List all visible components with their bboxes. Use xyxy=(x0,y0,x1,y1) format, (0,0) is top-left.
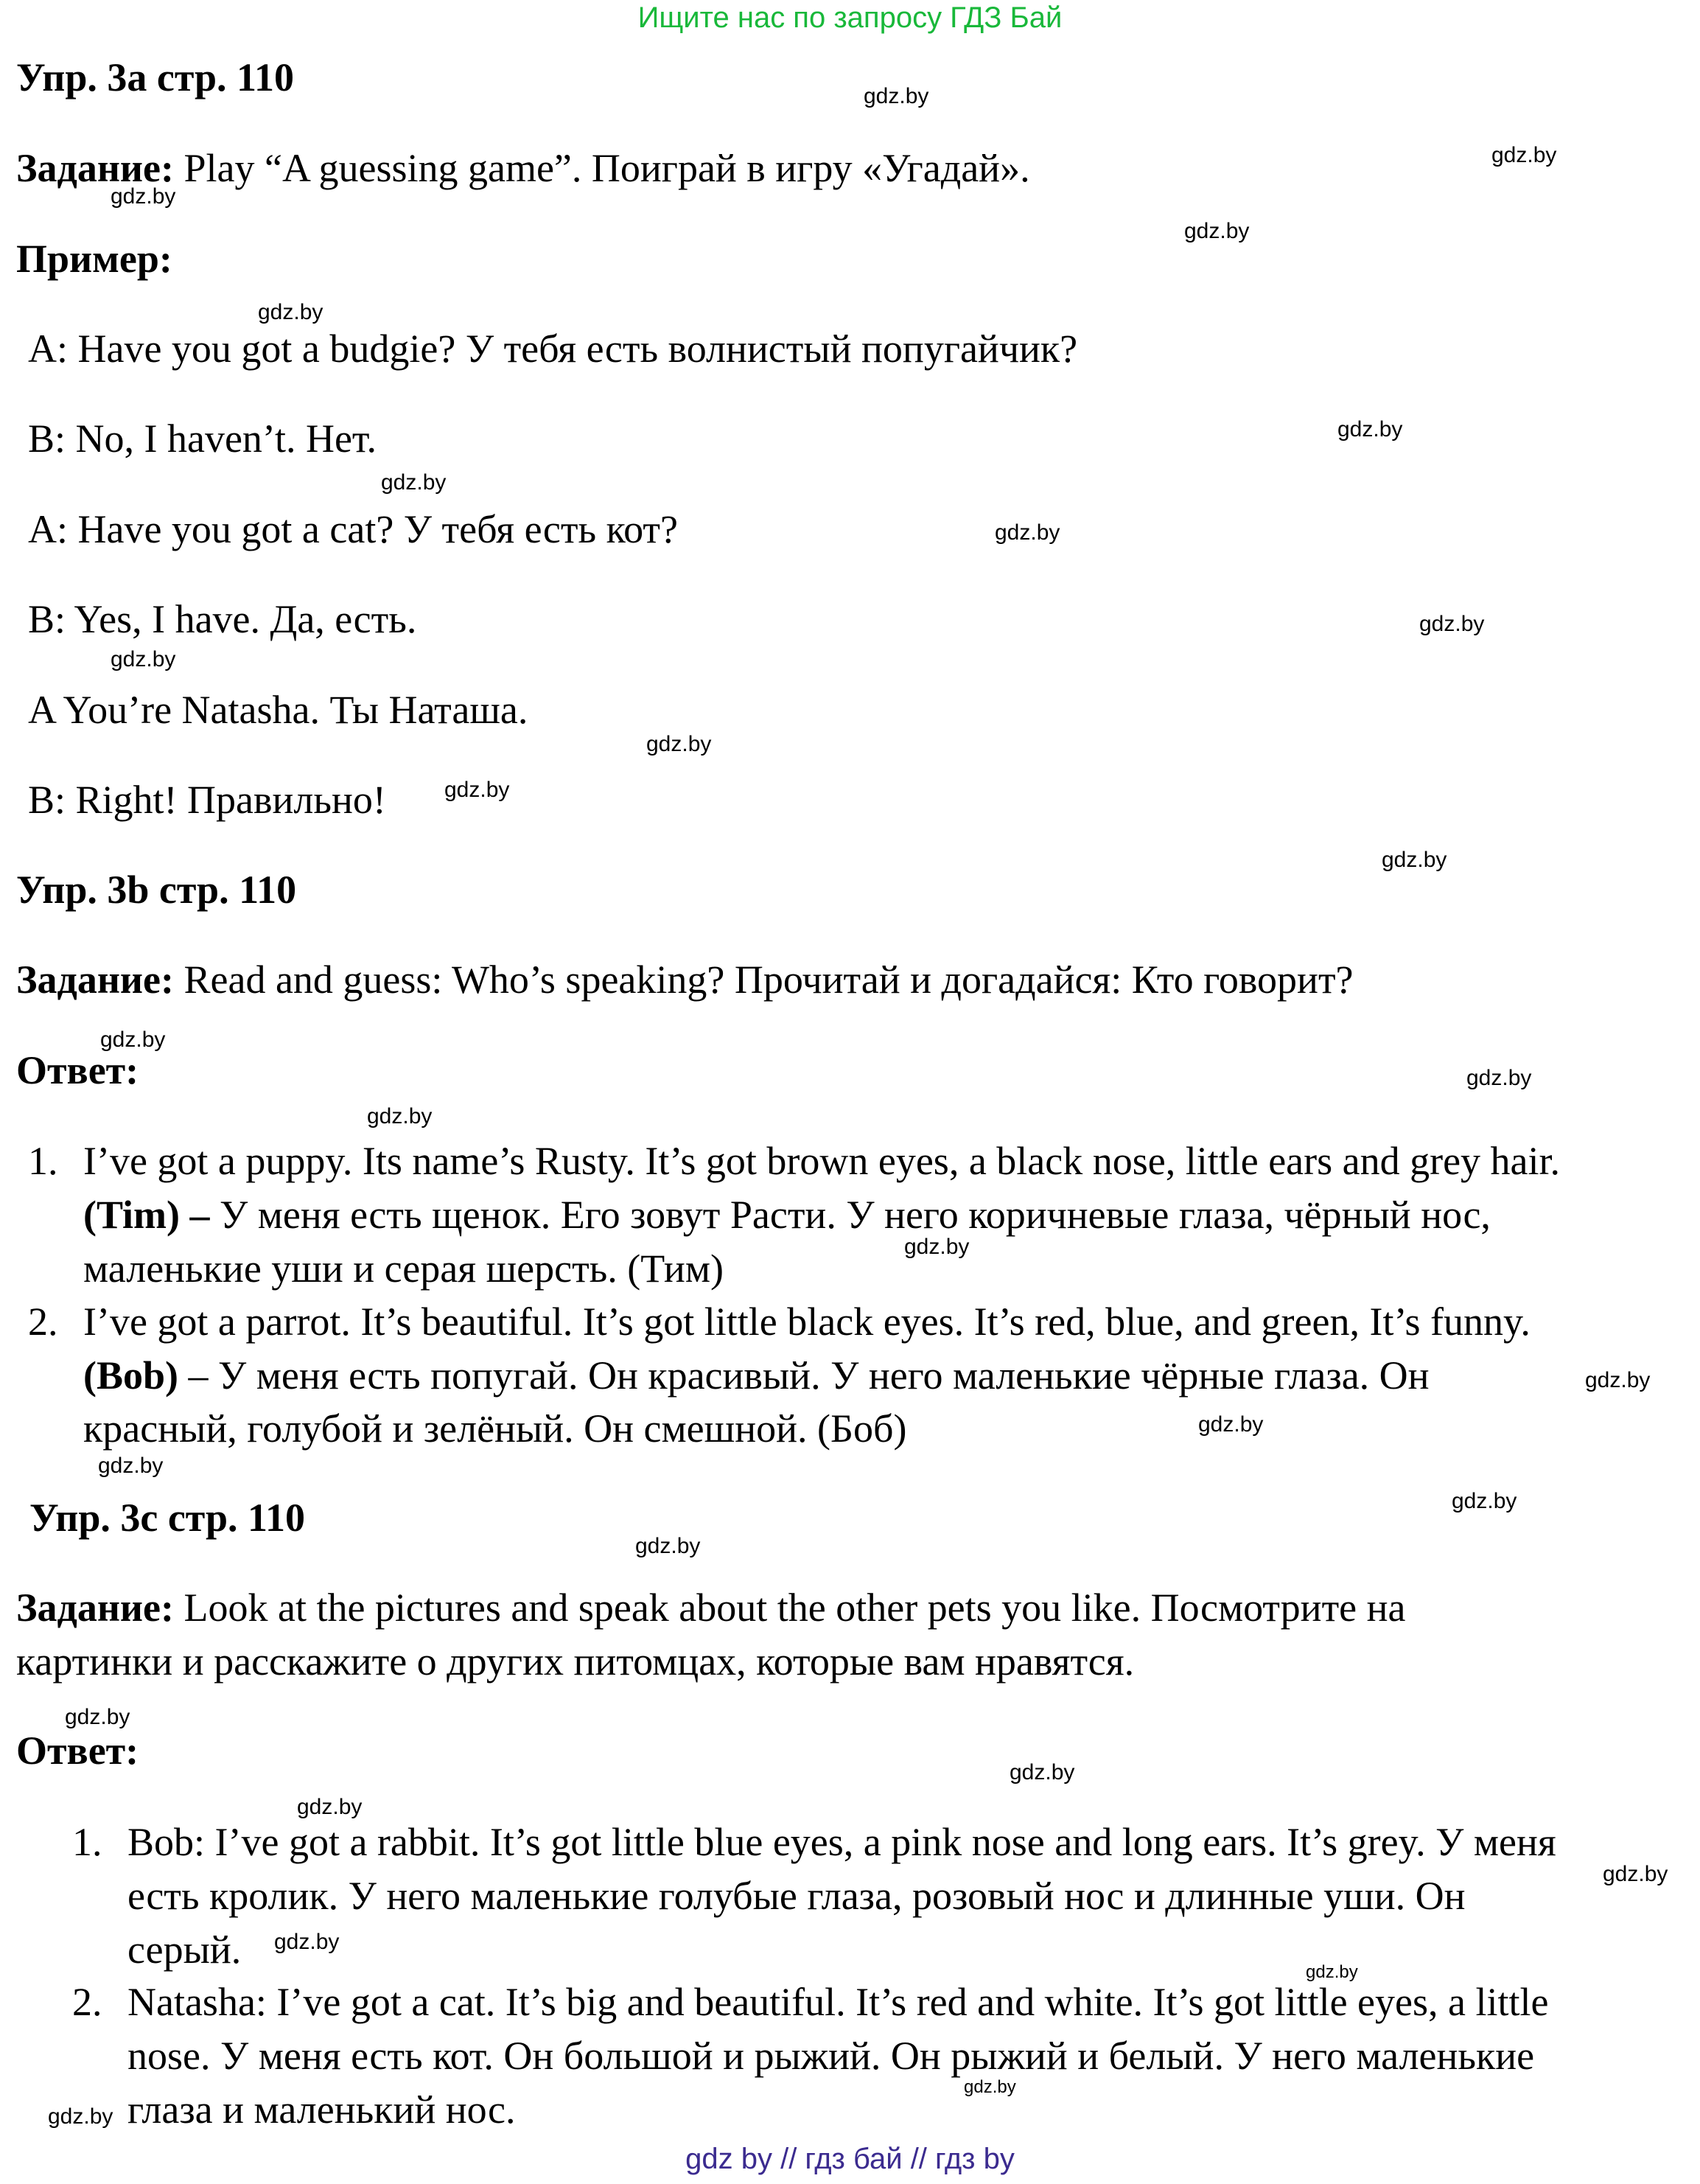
watermark: gdz.by xyxy=(98,1454,164,1478)
ex3b-item-2-translation: – У меня есть попугай. Он красивый. У него маленькие чёрные глаза. Он xyxy=(178,1353,1430,1398)
ex3c-task-text: Look at the pictures and speak about the other pets you like. Посмотрите на xyxy=(174,1585,1406,1630)
watermark: gdz.by xyxy=(111,184,176,209)
watermark: gdz.by xyxy=(1419,612,1485,636)
ex3b-item-1-number: 1. xyxy=(28,1139,58,1183)
ex3a-line-4: B: Yes, I have. Да, есть. xyxy=(28,597,417,641)
ex3a-line-5: A You’re Natasha. Ты Наташа. xyxy=(28,688,528,732)
ex3b-item-2-line-3: красный, голубой и зелёный. Он смешной. (Боб) xyxy=(83,1406,907,1451)
watermark: gdz.by xyxy=(1306,1962,1358,1982)
ex3c-item-2-line-2: nose. У меня есть кот. Он большой и рыжий. Он рыжий и белый. У него маленькие xyxy=(127,2034,1535,2078)
watermark: gdz.by xyxy=(864,84,929,108)
watermark: gdz.by xyxy=(1382,848,1447,872)
watermark: gdz.by xyxy=(100,1028,166,1052)
watermark: gdz.by xyxy=(1466,1066,1532,1090)
watermark: gdz.by xyxy=(904,1235,970,1259)
watermark: gdz.by xyxy=(111,647,176,671)
ex3b-title: Упр. 3b стр. 110 xyxy=(16,868,297,912)
ex3c-item-1-line-2: есть кролик. У него маленькие голубые глаза, розовый нос и длинные уши. Он xyxy=(127,1874,1466,1918)
watermark: gdz.by xyxy=(1491,143,1557,167)
watermark: gdz.by xyxy=(995,520,1060,545)
ex3b-task-text: Read and guess: Who’s speaking? Прочитай и догадайся: Кто говорит? xyxy=(174,957,1354,1002)
watermark: gdz.by xyxy=(1603,1862,1668,1886)
ex3b-task-label: Задание: xyxy=(16,957,174,1002)
watermark: gdz.by xyxy=(297,1795,363,1819)
watermark: gdz.by xyxy=(964,2077,1016,2097)
watermark: gdz.by xyxy=(1184,219,1250,243)
ex3a-example-label: Пример: xyxy=(16,237,172,281)
ex3b-item-1-line-2 xyxy=(83,1192,1491,1238)
ex3c-title: Упр. 3c стр. 110 xyxy=(29,1496,306,1540)
ex3a-line-2: B: No, I haven’t. Нет. xyxy=(28,416,377,461)
ex3b-item-2-number: 2. xyxy=(28,1299,58,1344)
watermark: gdz.by xyxy=(1198,1412,1264,1437)
ex3c-item-1-line-3: серый. xyxy=(127,1927,242,1972)
watermark: gdz.by xyxy=(381,470,447,495)
ex3b-task xyxy=(16,957,1354,1002)
ex3a-task-label: Задание: xyxy=(16,146,174,190)
watermark: gdz.by xyxy=(274,1930,340,1954)
ex3b-item-1-line-1: I’ve got a puppy. Its name’s Rusty. It’s got brown eyes, a black nose, little ears and grey hair. xyxy=(83,1139,1561,1183)
ex3c-item-2-line-1: Natasha: I’ve got a cat. It’s big and beautiful. It’s red and white. It’s got little eyes, a little xyxy=(127,1980,1549,2024)
ex3c-task-label: Задание: xyxy=(16,1585,174,1630)
watermark: gdz.by xyxy=(48,2104,113,2129)
ex3b-item-2-line-2 xyxy=(83,1353,1430,1398)
top-banner: Ищите нас по запросу ГДЗ Бай xyxy=(637,1,1063,34)
watermark: gdz.by xyxy=(1337,417,1403,442)
watermark: gdz.by xyxy=(646,732,712,756)
ex3c-task xyxy=(16,1585,1406,1630)
ex3b-answer-label: Ответ: xyxy=(16,1048,139,1092)
ex3b-item-1-speaker: (Tim) – xyxy=(83,1193,210,1237)
ex3a-line-6: B: Right! Правильно! xyxy=(28,778,386,822)
ex3b-item-2-speaker: (Bob) xyxy=(83,1353,179,1398)
ex3b-item-2-line-1: I’ve got a parrot. It’s beautiful. It’s got little black eyes. It’s red, blue, and green, It’s funny. xyxy=(83,1299,1531,1344)
watermark: gdz.by xyxy=(1585,1368,1651,1392)
ex3c-item-1-number: 1. xyxy=(72,1820,102,1864)
ex3a-line-3: A: Have you got a cat? У тебя есть кот? xyxy=(28,507,678,551)
watermark: gdz.by xyxy=(367,1104,433,1128)
footer-links: gdz by // гдз бай // гдз by xyxy=(685,2143,1015,2175)
watermark: gdz.by xyxy=(1010,1760,1075,1784)
ex3a-line-1: A: Have you got a budgie? У тебя есть волнистый попугайчик? xyxy=(28,327,1078,371)
ex3a-title: Упр. 3a стр. 110 xyxy=(16,55,295,100)
watermark: gdz.by xyxy=(635,1534,701,1558)
ex3c-item-2-line-3: глаза и маленький нос. xyxy=(127,2087,516,2132)
watermark: gdz.by xyxy=(258,300,323,324)
ex3c-answer-label: Ответ: xyxy=(16,1728,139,1773)
ex3b-item-1-line-3: маленькие уши и серая шерсть. (Тим) xyxy=(83,1246,724,1291)
ex3c-task-line-2: картинки и расскажите о других питомцах, которые вам нравятся. xyxy=(16,1639,1135,1684)
watermark: gdz.by xyxy=(1452,1489,1517,1513)
ex3c-item-2-number: 2. xyxy=(72,1980,102,2024)
ex3a-task-text: Play “A guessing game”. Поиграй в игру «Угадай». xyxy=(174,146,1030,190)
ex3b-item-1-translation: У меня есть щенок. Его зовут Расти. У него коричневые глаза, чёрный нос, xyxy=(209,1193,1491,1237)
ex3c-item-1-line-1: Bob: I’ve got a rabbit. It’s got little blue eyes, a pink nose and long ears. It’s grey. У меня xyxy=(127,1820,1556,1864)
watermark: gdz.by xyxy=(65,1705,130,1729)
watermark: gdz.by xyxy=(444,778,510,802)
